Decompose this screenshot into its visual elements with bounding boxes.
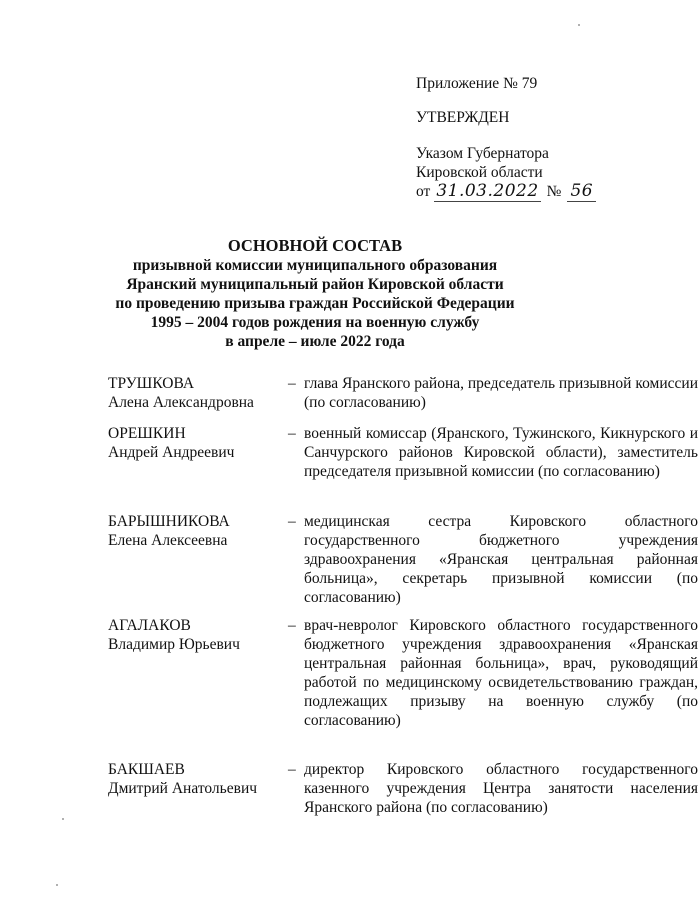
- member-name: [108, 760, 278, 798]
- member-name: [108, 616, 278, 654]
- member-given-name: Алена Александровна: [108, 394, 254, 411]
- scan-speck: [578, 24, 580, 26]
- member-surname: БАКШАЕВ: [108, 761, 185, 778]
- member-given-name: Дмитрий Анатольевич: [108, 780, 258, 797]
- decree-block: [416, 144, 596, 202]
- number-sign: №: [546, 183, 562, 200]
- title-line: по проведению призыва граждан Российской Федерации: [115, 295, 515, 312]
- member-surname: ТРУШКОВА: [108, 375, 195, 392]
- member-dash: –: [288, 375, 296, 392]
- member-role: военный комиссар (Яранского, Тужинского, Кикнурского и Санчурского районов Кировской области), заместитель председателя призывной комиссии (по согласованию): [304, 425, 698, 480]
- scan-speck: [56, 884, 58, 886]
- handwritten-number: 56: [567, 182, 596, 202]
- member-dash: –: [288, 425, 296, 442]
- member-given-name: Елена Алексеевна: [108, 532, 228, 549]
- member-name: [108, 512, 278, 550]
- decree-date-line: [416, 182, 596, 202]
- member-role: директор Кировского областного государственного казенного учреждения Центра занятости населения Яранского района (по согласованию): [304, 761, 698, 816]
- decree-line-2: Кировской области: [416, 164, 543, 181]
- approval-block: [416, 108, 509, 127]
- member-name: [108, 424, 278, 462]
- title-line: 1995 – 2004 годов рождения на военную службу: [150, 314, 480, 331]
- title-line: призывной комиссии муниципального образования: [132, 257, 498, 274]
- member-surname: АГАЛАКОВ: [108, 617, 191, 634]
- title-line: в апреле – июле 2022 года: [225, 333, 405, 350]
- appendix-number: Приложение № 79: [416, 75, 538, 92]
- appendix-label: [416, 74, 537, 93]
- member-given-name: Владимир Юрьевич: [108, 636, 240, 653]
- member-dash: –: [288, 513, 296, 530]
- decree-line-1: Указом Губернатора: [416, 145, 549, 162]
- title-main: ОСНОВНОЙ СОСТАВ: [227, 236, 403, 255]
- date-prefix: от: [416, 183, 431, 200]
- member-dash: –: [288, 761, 296, 778]
- member-role: врач-невролог Кировского областного государственного бюджетного учреждения здравоохранения «Яранская центральная районная больница», врач, руководящий работой по медицинскому освидетельствованию граждан, подлежащих призыву на военную службу (по согласованию): [304, 617, 698, 729]
- member-role: глава Яранского района, председатель призывной комиссии (по согласованию): [304, 375, 698, 411]
- member-given-name: Андрей Андреевич: [108, 444, 235, 461]
- document-title: [10, 236, 620, 351]
- member-surname: БАРЫШНИКОВА: [108, 513, 230, 530]
- member-dash: –: [288, 617, 296, 634]
- approved-label: УТВЕРЖДЕН: [416, 109, 510, 126]
- member-surname: ОРЕШКИН: [108, 425, 186, 442]
- scan-speck: [62, 818, 64, 820]
- member-role: медицинская сестра Кировского областного государственного бюджетного учреждения здравоохранения «Яранская центральная районная больница», секретарь призывной комиссии (по согласованию): [304, 513, 698, 606]
- member-name: [108, 374, 278, 412]
- title-line: Яранский муниципальный район Кировской области: [126, 276, 504, 293]
- handwritten-date: 31.03.2022: [436, 181, 539, 201]
